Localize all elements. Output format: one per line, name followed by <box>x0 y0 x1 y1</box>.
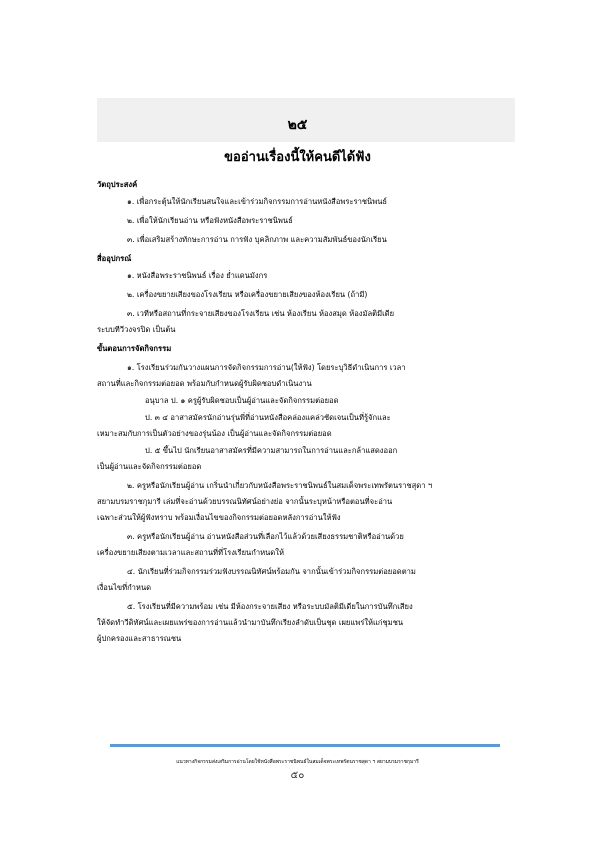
step-paragraph-line: สถานที่และกิจกรรมต่อยอด พร้อมกับกำหนดผู้รับผิดชอบดำเนินงาน <box>97 379 312 388</box>
step-sub-item-line: เหมาะสมกับการเป็นตัวอย่างของรุ่นน้อง เป็นผู้อ่านและจัดกิจกรรมต่อยอด <box>97 429 332 438</box>
objective-item: ๒. เพื่อให้นักเรียนอ่าน หรือฟังหนังสือพระราชนิพนธ์ <box>127 216 293 225</box>
step-paragraph-line: ผู้ปกครองและสาธารณชน <box>97 634 182 643</box>
step-paragraph: ๑. โรงเรียนร่วมกันวางแผนการจัดกิจกรรมการอ่าน(ให้ฟัง) โดยระบุวิธีดำเนินการ เวลา <box>127 363 406 372</box>
step-sub-item: ป. ๕ ขึ้นไป นักเรียนอาสาสมัครที่มีความสามารถในการอ่านและกล้าแสดงออก <box>145 446 398 455</box>
step-sub-item-line: เป็นผู้อ่านและจัดกิจกรรมต่อยอด <box>97 462 202 471</box>
objective-item: ๓. เพื่อเสริมสร้างทักษะการอ่าน การฟัง บุคลิกภาพ และความสัมพันธ์ของนักเรียน <box>127 235 387 244</box>
materials-heading: สื่ออุปกรณ์ <box>97 254 132 263</box>
step-paragraph: ๕. โรงเรียนที่มีความพร้อม เช่น มีห้องกระจายเสียง หรือระบบมัลติมีเดียในการบันทึกเสียง <box>127 602 413 611</box>
step-sub-item: ป. ๓ ๔ อาสาสมัครนักอ่านรุ่นพี่ที่อ่านหนังสือคล่องแคล่วชัดเจนเป็นที่รู้จักและ <box>145 413 391 422</box>
step-paragraph-line: เครื่องขยายเสียงตามเวลาและสถานที่ที่โรงเรียนกำหนดให้ <box>97 548 284 557</box>
step-paragraph: ๔. นักเรียนที่ร่วมกิจกรรมร่วมฟังบรรณนิทัศน์พร้อมกัน จากนั้นเข้าร่วมกิจกรรมต่อยอดตาม <box>127 567 416 576</box>
objective-item: ๑. เพื่อกระตุ้นให้นักเรียนสนใจและเข้าร่วมกิจกรรมการอ่านหนังสือพระราชนิพนธ์ <box>127 197 388 206</box>
material-item: ๒. เครื่องขยายเสียงของโรงเรียน หรือเครื่องขยายเสียงของห้องเรียน (ถ้ามี) <box>127 290 368 299</box>
step-paragraph: ๒. ครูหรือนักเรียนผู้อ่าน เกริ่นนำเกี่ยวกับหนังสือพระราชนิพนธ์ในสมเด็จพระเทพรัตนราชสุดา ฯ <box>127 481 433 490</box>
step-paragraph: ๓. ครูหรือนักเรียนผู้อ่าน อ่านหนังสือส่วนที่เลือกไว้แล้วด้วยเสียงธรรมชาติหรืออ่านด้วย <box>127 532 404 541</box>
footer-divider <box>110 744 500 747</box>
steps-heading: ขั้นตอนการจัดกิจกรรม <box>97 344 172 353</box>
footer-page-number: ๕๐ <box>290 770 305 781</box>
material-item: ๑. หนังสือพระราชนิพนธ์ เรื่อง ย่ำแดนมังกร <box>127 271 268 280</box>
step-paragraph-line: เงื่อนไขที่กำหนด <box>97 583 152 592</box>
material-item-continued: ระบบทีวีวงจรปิด เป็นต้น <box>97 325 176 334</box>
page-number-heading: ๒๕ <box>287 117 308 133</box>
step-paragraph-line: ให้จัดทำวีดิทัศน์และเผยแพร่ของการอ่านแล้วนำมาบันทึกเรียงลำดับเป็นชุด เผยแพร่ให้แก่ชุมชน <box>97 618 404 627</box>
footer-caption: แนวทางกิจกรรมส่งเสริมการอ่านโดยใช้หนังสือพระราชนิพนธ์ในสมเด็จพระเทพรัตนราชสุดา ฯ สยามบรมราชกุมารี <box>176 759 419 765</box>
page-title: ขออ่านเรื่องนี้ให้คนดีได้ฟัง <box>224 150 371 165</box>
step-sub-item: อนุบาล ป. ๑ ครูผู้รับผิดชอบเป็นผู้อ่านและจัดกิจกรรมต่อยอด <box>145 396 339 405</box>
step-paragraph-line: เฉพาะส่วนให้ผู้ฟังทราบ พร้อมเงื่อนไขของกิจกรรมต่อยอดหลังการอ่านให้ฟัง <box>97 513 341 522</box>
material-item: ๓. เวทีหรือสถานที่กระจายเสียงของโรงเรียน เช่น ห้องเรียน ห้องสมุด ห้องมัลติมีเดีย <box>127 309 395 318</box>
document-body <box>97 176 517 645</box>
step-paragraph-line: สยามบรมราชกุมารี เล่มที่จะอ่านด้วยบรรณนิทัศน์อย่างย่อ จากนั้นระบุหน้าหรือตอนที่จะอ่าน <box>97 497 393 506</box>
objectives-heading: วัตถุประสงค์ <box>97 180 138 189</box>
